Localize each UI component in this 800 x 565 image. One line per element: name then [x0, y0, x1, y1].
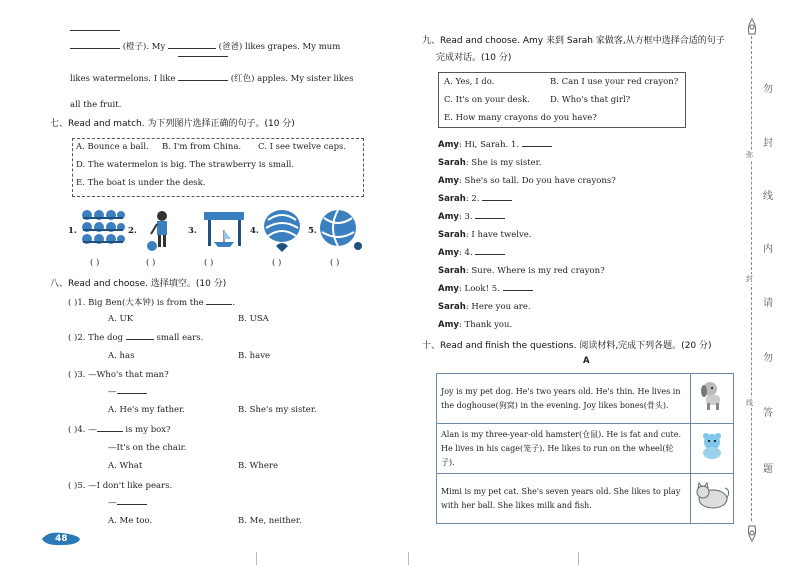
- boy-bounce-ball-image: [146, 210, 176, 254]
- speaker: Amy: [438, 212, 459, 222]
- s7-option-c: C. I see twelve caps.: [258, 142, 347, 152]
- speaker: Sarah: [438, 194, 466, 204]
- s8-q5-a: A. Me too.: [108, 516, 153, 526]
- side-char: 内: [763, 244, 773, 255]
- section-10-subtitle: A: [583, 356, 590, 366]
- s8-q3-b: B. She's my sister.: [238, 405, 317, 415]
- watermelon-strawberry-image: [262, 206, 304, 254]
- speech: : Thank you.: [458, 320, 513, 330]
- side-char: 题: [763, 464, 773, 475]
- cat-icon: [695, 482, 729, 510]
- section-10-title: 十、Read and finish the questions. 阅读材料,完成下列各题。(20 分): [422, 341, 712, 351]
- s8-q4-b: B. Where: [238, 461, 278, 471]
- speaker: Sarah: [438, 266, 466, 276]
- question-text: —I don't like pears.: [88, 481, 173, 491]
- dialog-line-7: [438, 248, 505, 258]
- speech: : 3.: [458, 212, 473, 222]
- side-char: 封: [763, 138, 773, 149]
- s8-q3: [68, 370, 169, 380]
- section-8-title: 八、Read and choose. 选择填空。(10 分): [50, 279, 227, 289]
- question-text: —Who's that man?: [88, 370, 169, 380]
- fill-blank[interactable]: [482, 200, 512, 201]
- speaker: Amy: [438, 176, 459, 186]
- fill-blank[interactable]: [503, 290, 533, 291]
- fill-blank[interactable]: [522, 146, 552, 147]
- speech: : She's so tall. Do you have crayons?: [458, 176, 616, 186]
- dialog-line-10: [438, 302, 531, 312]
- dialog-line-4: [438, 194, 512, 204]
- dialog-line-9: [438, 284, 533, 294]
- passage-cell: Mimi is my pet cat. She's seven years old. She likes to play with her ball. She likes milk and fish.: [437, 474, 691, 524]
- s8-q5-b: B. Me, neither.: [238, 516, 302, 526]
- answer-bracket[interactable]: ( ): [146, 258, 156, 268]
- fill-text: (爸爸) likes grapes. My mum: [218, 42, 341, 52]
- answer-bracket[interactable]: ( )4.: [68, 425, 86, 435]
- hamster-icon: [699, 432, 725, 460]
- s9-option-d: D. Who's that girl?: [550, 95, 631, 105]
- dialog-line-5: [438, 212, 505, 222]
- s8-q3-line2: [108, 387, 147, 397]
- side-char: 勿: [763, 84, 773, 95]
- speaker: Sarah: [438, 158, 466, 168]
- answer-bracket[interactable]: ( )1.: [68, 298, 86, 308]
- s9-option-e: E. How many crayons do you have?: [444, 113, 597, 123]
- dog-icon: [698, 381, 726, 411]
- dialog-line-11: [438, 320, 512, 330]
- pic-number-2: 2.: [128, 226, 137, 236]
- fill-blank[interactable]: [178, 56, 228, 57]
- question-text: small ears.: [156, 333, 204, 343]
- cat-icon-cell: [691, 474, 734, 524]
- fill-blank[interactable]: [178, 80, 228, 81]
- s8-q4: [68, 425, 171, 435]
- side-small-char: 封: [746, 275, 753, 283]
- answer-bracket[interactable]: ( )2.: [68, 333, 86, 343]
- question-text: —: [88, 425, 97, 435]
- fill-blank[interactable]: [475, 254, 505, 255]
- s9-option-a: A. Yes, I do.: [444, 77, 495, 87]
- answer-bracket[interactable]: ( )3.: [68, 370, 86, 380]
- dog-icon-cell: [691, 374, 734, 424]
- table-row: [437, 474, 734, 524]
- speech: : 4.: [458, 248, 473, 258]
- fold-mark: [578, 552, 579, 565]
- speech: : Look! 5.: [458, 284, 500, 294]
- speaker: Amy: [438, 320, 459, 330]
- fill-line-1: [70, 40, 340, 52]
- s7-option-e: E. The boat is under the desk.: [76, 178, 206, 188]
- question-text: —: [108, 387, 117, 397]
- s7-option-a: A. Bounce a ball.: [76, 142, 149, 152]
- s8-q5: [68, 481, 172, 491]
- table-row: [437, 374, 734, 424]
- s9-option-c: C. It's on your desk.: [444, 95, 530, 105]
- fill-blank[interactable]: [206, 304, 232, 305]
- dialog-line-3: [438, 176, 616, 186]
- reading-table: [436, 373, 734, 524]
- pic-number-5: 5.: [308, 226, 317, 236]
- question-text: The dog: [88, 333, 124, 343]
- speech: : I have twelve.: [465, 230, 532, 240]
- fill-line-3: all the fruit.: [70, 100, 122, 110]
- answer-bracket[interactable]: ( ): [272, 258, 282, 268]
- fill-blank[interactable]: [70, 30, 120, 31]
- side-small-char: 线: [746, 399, 753, 407]
- answer-bracket[interactable]: ( ): [204, 258, 214, 268]
- section-9-title-line1: 九、Read and choose. Amy 来到 Sarah 家做客,从方框中选择合适的句子: [422, 36, 725, 46]
- s8-q5-line2: [108, 498, 147, 508]
- fill-blank[interactable]: [117, 504, 147, 505]
- question-text: —: [108, 498, 117, 508]
- s7-option-d: D. The watermelon is big. The strawberry is small.: [76, 160, 295, 170]
- speaker: Amy: [438, 140, 459, 150]
- rocket-icon: [745, 520, 759, 542]
- fill-blank[interactable]: [168, 48, 216, 49]
- passage-cell: Joy is my pet dog. He's two years old. He's thin. He lives in the doghouse(狗窝) in the evening. Joy likes bones(骨头).: [437, 374, 691, 424]
- fold-mark: [256, 552, 257, 565]
- s8-q4-line2: —It's on the chair.: [108, 443, 187, 453]
- page-number: 48: [55, 534, 68, 544]
- fold-mark: [408, 552, 409, 565]
- dialog-line-8: [438, 266, 605, 276]
- s9-option-b: B. Can I use your red crayon?: [550, 77, 679, 87]
- speaker: Amy: [438, 284, 459, 294]
- s8-q4-a: A. What: [108, 461, 143, 471]
- ball-image: [318, 208, 364, 254]
- fill-text: likes watermelons. I like: [70, 74, 176, 84]
- side-char: 答: [763, 408, 773, 419]
- speaker: Sarah: [438, 230, 466, 240]
- section-9-title-line2: 完成对话。(10 分): [436, 53, 512, 63]
- fill-text: (红色) apples. My sister likes: [230, 74, 354, 84]
- fill-line-2: [70, 72, 353, 84]
- speech: : Here you are.: [465, 302, 531, 312]
- boat-desk-image: [202, 210, 246, 250]
- pic-number-3: 3.: [188, 226, 197, 236]
- s8-q2-a: A. has: [108, 351, 135, 361]
- speaker: Amy: [438, 248, 459, 258]
- s8-q3-a: A. He's my father.: [108, 405, 185, 415]
- passage-cell: Alan is my three-year-old hamster(仓鼠). He is fat and cute. He lives in his cage(笼子). He likes to run on the wheel(轮子).: [437, 424, 691, 474]
- question-text: .: [232, 298, 236, 308]
- speech: : 2.: [465, 194, 480, 204]
- side-char: 请: [763, 298, 773, 309]
- speech: : Hi, Sarah. 1.: [458, 140, 520, 150]
- pic-number-4: 4.: [250, 226, 259, 236]
- s8-q2-b: B. have: [238, 351, 271, 361]
- pic-number-1: 1.: [68, 226, 77, 236]
- speaker: Sarah: [438, 302, 466, 312]
- dialog-line-1: [438, 140, 552, 150]
- section-7-title: 七、Read and match. 为下列图片选择正确的句子。(10 分): [50, 119, 295, 129]
- s8-q2: [68, 333, 203, 343]
- fill-blank[interactable]: [97, 431, 123, 432]
- dialog-line-2: [438, 158, 542, 168]
- speech: : She is my sister.: [465, 158, 542, 168]
- hamster-icon-cell: [691, 424, 734, 474]
- caps-image: [80, 208, 126, 254]
- fill-text: (橙子). My: [122, 42, 166, 52]
- fill-blank[interactable]: [126, 339, 154, 340]
- rocket-icon: [745, 18, 759, 40]
- s8-q1: [68, 296, 235, 308]
- answer-bracket[interactable]: ( ): [90, 258, 100, 268]
- side-char: 勿: [763, 353, 773, 364]
- side-char: 线: [763, 191, 773, 202]
- answer-bracket[interactable]: ( ): [330, 258, 340, 268]
- dialog-line-6: [438, 230, 532, 240]
- s8-q1-a: A. UK: [108, 314, 134, 324]
- question-text: is my box?: [125, 425, 171, 435]
- question-text: Big Ben(大本钟) is from the: [88, 298, 204, 308]
- fill-blank[interactable]: [475, 218, 505, 219]
- fill-blank[interactable]: [117, 393, 147, 394]
- side-small-char: 弥: [746, 151, 753, 159]
- fill-blank[interactable]: [70, 48, 120, 49]
- s8-q1-b: B. USA: [238, 314, 269, 324]
- s7-option-b: B. I'm from China.: [162, 142, 242, 152]
- table-row: [437, 424, 734, 474]
- answer-bracket[interactable]: ( )5.: [68, 481, 86, 491]
- speech: : Sure. Where is my red crayon?: [465, 266, 605, 276]
